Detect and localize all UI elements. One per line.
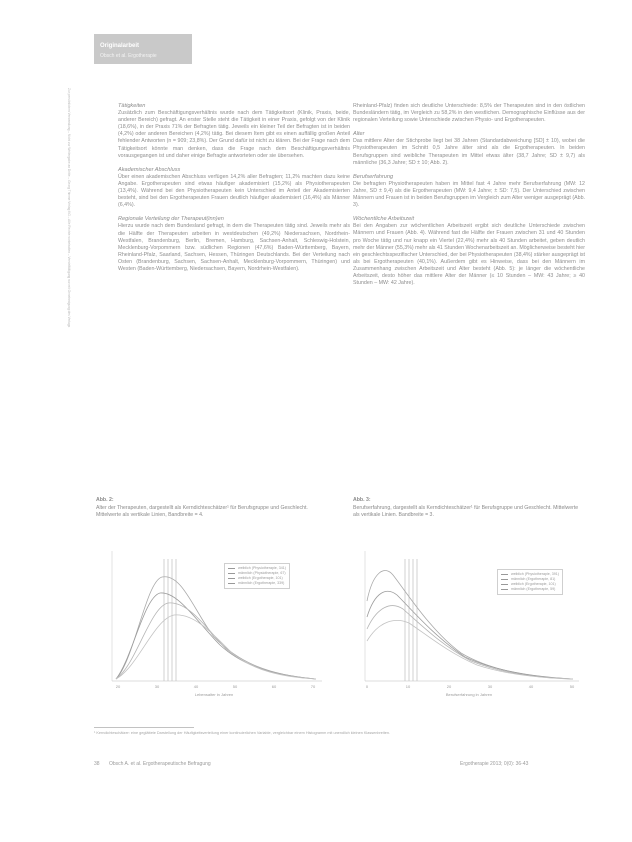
figure-age-density (94, 497, 326, 697)
paragraph: Das mittlere Alter der Stichprobe liegt bei 38 Jahren (Standardabweichung [SD] ± 10), wobei die Physiotherapeuten im Schnitt 0,5 Jahre älter sind als die Ergotherapeuten. In beiden Berufsgruppen sind weibliche Therapeuten im Mittel etwas älter (38,7 Jahre; SD ± 9,7) als männliche (36,3 Jahre; SD ± 10; Abb. 2). (353, 138, 585, 166)
figure-experience-density (351, 497, 583, 697)
x-tick-label: 30 (487, 684, 493, 689)
page-number: 38 (94, 761, 100, 767)
figure-caption: Berufserfahrung, dargestellt als Kerndichteschätzer¹ für Berufsgruppe und Geschlecht. Mittelwerte als vertikale Linien. Bandbreite = 3. (353, 504, 579, 518)
legend-item: weiblich (Ergotherapie, 101) (501, 582, 559, 587)
figure-legend (497, 569, 563, 595)
legend-item: männlich (Ergotherapie, 59) (501, 587, 559, 592)
legend-item: weiblich (Physiotherapie, 341) (228, 566, 286, 571)
paragraph: Hierzu wurde nach dem Bundesland gefragt, in dem die Therapeuten tätig sind. Jeweils mehr als die Hälfte der Therapeuten arbeiten in westdeutschen (49,2%) Niedersachsen, Nordrhein-Westfalen, Brandenburg, Berlin, Bremen, Hamburg, Sachsen-Anhalt, Schleswig-Holstein, Mecklenburg-Vorpommern bzw. südlichen Regionen (47,6%) Baden-Württemberg, Bayern, Rheinland-Pfalz, Saarland, Sachsen, Hessen, Thüringen Deutschlands. Bei der Verteilung nach Osten (Brandenburg, Sachsen, Sachsen-Anhalt, Mecklenburg-Vorpommern, Thüringen) und Westen (Baden-Württemberg, Niedersachsen, Bayern, Nordrhein-Westfalen). (118, 223, 350, 272)
footnote-rule (94, 727, 194, 728)
legend-item: männlich (Ergotherapie, 339) (228, 581, 286, 586)
legend-item: weiblich (Physiotherapie, 391) (501, 572, 559, 577)
paragraph: Die befragten Physiotherapeuten haben im Mittel fast 4 Jahre mehr Berufserfahrung (MW: 12 Jahre, SD ± 9,4) als die Ergotherapeuten (MW: 9,4 Jahre; ± SD: 7,5). Der Unterschied zwischen Männern und Frauen ist in beiden Berufsgruppen im Vergleich zum Alter weniger ausgeprägt (Abb. 3). (353, 180, 585, 209)
x-tick-label: 70 (310, 684, 316, 689)
footnote: ¹ Kerndichteschätzer: eine geglättete Darstellung der Häufigkeitsverteilung einer kontinuierlichen Variable, vergleichbar einem Histogramm mit unendlich kleinen Klassenbreiten. (94, 731, 391, 735)
x-tick-label: 10 (405, 684, 411, 689)
section-subtitle: Obsch et al. Ergotherapie (100, 53, 157, 59)
legend-item: weiblich (Ergotherapie, 101) (228, 576, 286, 581)
figure-legend (224, 563, 290, 589)
legend-item: männlich (Physiotherapie, 67) (228, 571, 286, 576)
running-title: Obsch A. et al. Ergotherapeutische Befragung (108, 761, 211, 767)
subsection-heading: Wöchentliche Arbeitszeit (353, 216, 415, 223)
x-tick-label: 50 (232, 684, 238, 689)
paragraph: Rheinland-Pfalz) finden sich deutliche Unterschiede: 8,5% der Therapeuten sind in den östlichen Bundesländern tätig, im Vergleich zu 58,2% in den westlichen. Demographische Einflüsse aus der regionalen Verteilung sowie Unterschiede zwischen Physio- und Ergotherapeuten. (353, 103, 585, 124)
right-text-column (353, 103, 585, 294)
page-footer-right: Ergotherapie 2013; 0(0): 36-43 (460, 761, 529, 767)
x-axis-label: Lebensalter in Jahren (194, 692, 234, 697)
figure-caption: Alter der Therapeuten, dargestellt als Kerndichteschätzer¹ für Berufsgruppe und Geschlecht. Mittelwerte als vertikale Linien, Bandbreite = 4. (96, 504, 308, 518)
x-tick-label: 20 (115, 684, 121, 689)
x-tick-label: 40 (193, 684, 199, 689)
density-plot-age (94, 541, 326, 716)
x-axis-label: Berufserfahrung in Jahren (445, 692, 493, 697)
legend-item: männlich (Ergotherapie, 81) (501, 577, 559, 582)
section-header (94, 34, 192, 64)
paragraph: Zusätzlich zum Beschäftigungsverhältnis wurde nach dem Tätigkeitsort (Klinik, Praxis, beide, anderer Bereich) gefragt. An erster Stelle steht die Tätigkeit in einer Praxis, gefolgt von der Klinik (18,6%), in der Praxis 71% der Befragten tätig. Jeweils ein kleiner Teil der Befragten ist in beiden (4,2%) oder anderen Bereichen (4,2%) tätig. Bei diesem Item gibt es einen auffällig großen Anteil fehlender Antworten (n = 909; 23,8%). Der Grund dafür ist nicht zu klären. Bei der Frage nach dem Tätigkeitsort könnte man denken, dass die Frage nach dem Beschäftigungsverhältnis vorausgegangen ist und daher einige Befragte antworteten oder sie übersehen. (118, 110, 350, 159)
section-title: Originalarbeit (100, 43, 140, 49)
subsection-heading: Akademischer Abschluss (118, 166, 181, 173)
x-tick-label: 60 (271, 684, 277, 689)
figure-label: Abb. 2: (96, 497, 114, 503)
page-footer-left (94, 761, 211, 767)
x-tick-label: 0 (365, 684, 369, 689)
subsection-heading: Tätigkeiten (118, 103, 146, 109)
x-tick-label: 30 (154, 684, 160, 689)
figure-label: Abb. 3: (353, 497, 371, 503)
x-tick-label: 40 (528, 684, 534, 689)
subsection-heading: Berufserfahrung (353, 173, 394, 180)
x-tick-label: 50 (569, 684, 575, 689)
copyright-strip-text: Zur persönlichen Verwendung – Nicht zur Weitergabe an Dritte – Georg Thieme Verlag KG – Alle Rechte vorbehalten – Vervielfältigung nur mit Genehmigung des Verlags (67, 88, 71, 328)
left-text-column (118, 103, 350, 280)
copyright-strip (62, 88, 72, 728)
subsection-heading: Regionale Verteilung der Therapeut(inn)en (118, 216, 224, 223)
x-tick-label: 20 (446, 684, 452, 689)
paragraph: Über einen akademischen Abschluss verfügen 14,2% aller Befragten; 11,2% machten dazu keine Angabe. Ergotherapeuten sind etwas häufiger akademisiert (15,2%) als Physiotherapeuten (13,4%). Während bei den Physiotherapeuten kein Unterschied im Anteil der Akademisierten besteht, sind bei den Ergotherapeuten Frauen deutlich häufiger akademisiert (16,4%) als Männer (6,4%). (118, 173, 350, 209)
paragraph: Bei den Angaben zur wöchentlichen Arbeitszeit ergibt sich deutliche Unterschiede zwischen Männern und Frauen (Abb. 4). Während fast die Hälfte der Frauen zwischen 31 und 40 Stunden pro Woche tätig und nur knapp ein Viertel (22,4%) mehr als 40 Stunden arbeitet, geben deutlich mehr der Männer (55,3%) mehr als 41 Stunden Wochenarbeitszeit an. Möglicherweise besteht hier ein geschlechtsspezifischer Unterschied, der bei Physiotherapeuten (38,4%) stärker ausgeprägt ist als bei Ergotherapeuten (40,1%). Außerdem gibt es Hinweise, dass bei den Männern im Zusammenhang zwischen Arbeitszeit und Alter besteht (Abb. 5): je länger die wöchentliche Arbeitszeit, desto höher das mittlere Alter der Männer (≤ 10 Stunden – MW: 43 Jahre; ≥ 40 Stunden – MW: 42 Jahre). (353, 223, 585, 287)
density-plot-experience (351, 541, 583, 716)
subsection-heading: Alter (353, 131, 365, 138)
